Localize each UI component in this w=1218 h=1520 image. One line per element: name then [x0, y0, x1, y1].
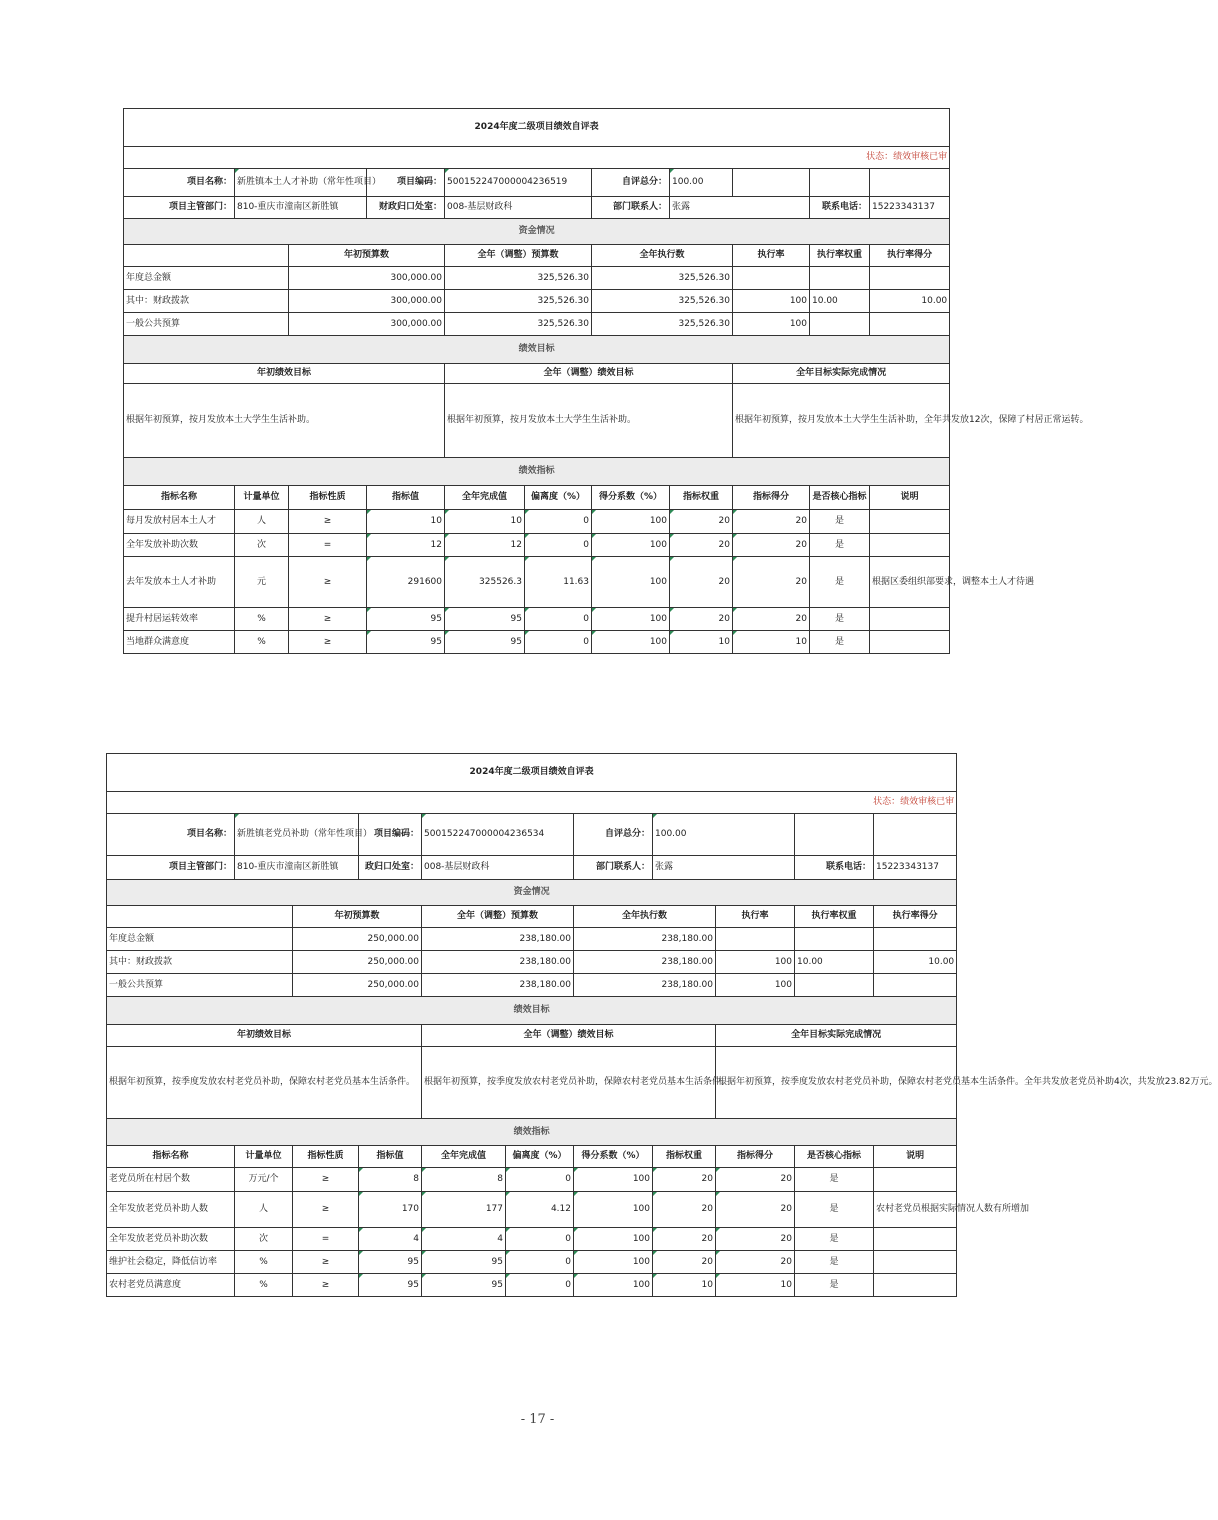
- ind-cell: 是: [795, 1192, 874, 1228]
- ind-cell: 人: [235, 510, 289, 534]
- ind-cell: 100: [592, 631, 670, 654]
- project-code-label: 项目编码：: [359, 814, 422, 856]
- ind-cell: 4.12: [506, 1192, 574, 1228]
- form-title: 2024年度二级项目绩效自评表: [107, 754, 957, 792]
- dept-label: 项目主管部门：: [124, 197, 235, 219]
- ind-cell: 维护社会稳定，降低信访率: [107, 1251, 235, 1274]
- funds-section-header: 资金情况: [124, 219, 950, 245]
- ind-cell: 提升村居运转效率: [124, 608, 235, 631]
- ind-cell: 是: [810, 631, 870, 654]
- ind-cell: 是: [795, 1168, 874, 1192]
- ind-cell: ≥: [293, 1251, 359, 1274]
- ind-cell: 8: [359, 1168, 422, 1192]
- funds-cell: 一般公共预算: [124, 313, 289, 336]
- ind-cell: 100: [574, 1251, 653, 1274]
- funds-header-executed: 全年执行数: [592, 245, 733, 267]
- ind-header-nature: 指标性质: [289, 486, 367, 510]
- ind-header-coef: 得分系数（%）: [592, 486, 670, 510]
- ind-cell: 全年发放老党员补助人数: [107, 1192, 235, 1228]
- ind-cell: =: [289, 534, 367, 557]
- funds-cell: 238,180.00: [574, 951, 716, 974]
- ind-cell: 是: [810, 608, 870, 631]
- ind-cell: %: [235, 1274, 293, 1297]
- funds-cell: 238,180.00: [574, 928, 716, 951]
- funds-header-score: 执行率得分: [874, 906, 957, 928]
- indicator-row: [124, 557, 950, 608]
- ind-header-score: 指标得分: [733, 486, 810, 510]
- ind-cell: 100: [592, 510, 670, 534]
- ind-cell: 95: [445, 631, 525, 654]
- funds-cell: 300,000.00: [289, 267, 445, 290]
- ind-header-target: 指标值: [367, 486, 445, 510]
- goal-initial-text: 根据年初预算，按月发放本土大学生生活补助。: [124, 384, 445, 458]
- ind-cell: 11.63: [525, 557, 592, 608]
- ind-cell: 95: [422, 1251, 506, 1274]
- ind-cell: 0: [506, 1251, 574, 1274]
- goal-actual-text: 根据年初预算，按季度发放农村老党员补助，保障农村老党员基本生活条件。全年共发放老党员补助4次，共发放23.82万元。: [716, 1047, 957, 1119]
- ind-cell: 177: [422, 1192, 506, 1228]
- funds-cell: 10.00: [870, 290, 950, 313]
- funds-cell: 其中：财政拨款: [107, 951, 293, 974]
- funds-row: [107, 951, 957, 974]
- ind-cell: ≥: [293, 1192, 359, 1228]
- ind-cell: 8: [422, 1168, 506, 1192]
- funds-cell: 10.00: [874, 951, 957, 974]
- ind-cell: 每月发放村居本土人才: [124, 510, 235, 534]
- ind-cell: 95: [359, 1274, 422, 1297]
- project-code-value: 500152247000004236519: [445, 169, 592, 197]
- goal-initial-text: 根据年初预算，按季度发放农村老党员补助，保障农村老党员基本生活条件。: [107, 1047, 422, 1119]
- indicator-row: [107, 1274, 957, 1297]
- evaluation-form-1: [123, 108, 1089, 654]
- ind-cell: 20: [716, 1192, 795, 1228]
- ind-header-unit: 计量单位: [235, 1146, 293, 1168]
- dept-label: 项目主管部门：: [107, 856, 235, 880]
- ind-cell: 100: [592, 608, 670, 631]
- funds-cell: [870, 267, 950, 290]
- indicator-row: [107, 1168, 957, 1192]
- ind-cell: 100: [592, 557, 670, 608]
- evaluation-form-2: [106, 753, 1218, 1297]
- funds-row: [107, 974, 957, 997]
- ind-cell: 是: [810, 534, 870, 557]
- ind-cell: ≥: [289, 631, 367, 654]
- project-name-label: 项目名称：: [107, 814, 235, 856]
- ind-cell: 20: [653, 1228, 716, 1251]
- indicator-row: [107, 1192, 957, 1228]
- office-value: 008-基层财政科: [445, 197, 592, 219]
- ind-cell: %: [235, 631, 289, 654]
- goals-header-actual: 全年目标实际完成情况: [716, 1025, 957, 1047]
- funds-cell: 325,526.30: [445, 290, 592, 313]
- ind-cell: 20: [653, 1192, 716, 1228]
- funds-cell: 100: [716, 974, 795, 997]
- ind-cell: 次: [235, 1228, 293, 1251]
- funds-cell: 年度总金额: [107, 928, 293, 951]
- dept-value: 810-重庆市潼南区新胜镇: [235, 197, 367, 219]
- ind-cell: 老党员所在村居个数: [107, 1168, 235, 1192]
- goal-adjusted-text: 根据年初预算，按月发放本土大学生生活补助。: [445, 384, 733, 458]
- ind-cell: ≥: [293, 1168, 359, 1192]
- ind-cell: 100: [574, 1168, 653, 1192]
- ind-cell: [870, 510, 950, 534]
- indicator-row: [124, 510, 950, 534]
- ind-cell: 农村老党员满意度: [107, 1274, 235, 1297]
- ind-cell: 20: [670, 534, 733, 557]
- funds-header-executed: 全年执行数: [574, 906, 716, 928]
- ind-cell: 是: [795, 1274, 874, 1297]
- contact-label: 部门联系人：: [592, 197, 670, 219]
- form-table: [123, 108, 1089, 654]
- project-name-value: 新胜镇老党员补助（常年性项目）: [235, 814, 359, 856]
- ind-header-actual: 全年完成值: [422, 1146, 506, 1168]
- ind-cell: 100: [574, 1228, 653, 1251]
- goal-adjusted-text: 根据年初预算，按季度发放农村老党员补助，保障农村老党员基本生活条件。: [422, 1047, 716, 1119]
- ind-cell: 10: [716, 1274, 795, 1297]
- funds-cell: 100: [733, 313, 810, 336]
- ind-cell: [870, 631, 950, 654]
- indicator-row: [124, 631, 950, 654]
- ind-cell: 元: [235, 557, 289, 608]
- funds-cell: 238,180.00: [422, 974, 574, 997]
- ind-cell: 95: [445, 608, 525, 631]
- ind-header-score: 指标得分: [716, 1146, 795, 1168]
- funds-cell: 325,526.30: [592, 267, 733, 290]
- goal-actual-text: 根据年初预算，按月发放本土大学生生活补助，全年共发放12次，保障了村居正常运转。: [733, 384, 950, 458]
- ind-cell: 0: [506, 1274, 574, 1297]
- page-number: - 17 -: [520, 1412, 555, 1427]
- ind-cell: ≥: [289, 608, 367, 631]
- ind-cell: 95: [359, 1251, 422, 1274]
- indicator-row: [124, 534, 950, 557]
- ind-cell: 0: [525, 534, 592, 557]
- funds-cell: 238,180.00: [422, 951, 574, 974]
- ind-cell: 次: [235, 534, 289, 557]
- ind-header-weight: 指标权重: [653, 1146, 716, 1168]
- ind-cell: 0: [525, 631, 592, 654]
- dept-value: 810-重庆市潼南区新胜镇: [235, 856, 359, 880]
- ind-cell: 10: [367, 510, 445, 534]
- funds-cell: 238,180.00: [574, 974, 716, 997]
- ind-cell: 100: [574, 1192, 653, 1228]
- ind-cell: 去年发放本土人才补助: [124, 557, 235, 608]
- ind-header-core: 是否核心指标: [810, 486, 870, 510]
- ind-cell: 20: [716, 1228, 795, 1251]
- ind-header-name: 指标名称: [124, 486, 235, 510]
- ind-cell: 20: [733, 557, 810, 608]
- ind-cell: 是: [810, 510, 870, 534]
- funds-row: [124, 290, 950, 313]
- funds-header-blank: [124, 245, 289, 267]
- ind-cell: [870, 534, 950, 557]
- goals-header-adjusted: 全年（调整）绩效目标: [445, 364, 733, 384]
- ind-header-deviation: 偏离度（%）: [525, 486, 592, 510]
- funds-cell: 325,526.30: [592, 290, 733, 313]
- form-table: [106, 753, 1218, 1297]
- funds-cell: 100: [716, 951, 795, 974]
- funds-cell: 一般公共预算: [107, 974, 293, 997]
- ind-cell: 12: [445, 534, 525, 557]
- ind-cell: 0: [506, 1228, 574, 1251]
- ind-cell: 0: [506, 1168, 574, 1192]
- funds-cell: [795, 974, 874, 997]
- office-label: 政归口处室：: [359, 856, 422, 880]
- funds-cell: 300,000.00: [289, 313, 445, 336]
- ind-cell: =: [293, 1228, 359, 1251]
- ind-cell: [874, 1228, 957, 1251]
- goals-header-actual: 全年目标实际完成情况: [733, 364, 950, 384]
- score-label: 自评总分：: [592, 169, 670, 197]
- project-name-value: 新胜镇本土人才补助（常年性项目）: [235, 169, 367, 197]
- funds-cell: 250,000.00: [293, 951, 422, 974]
- goals-section-header: 绩效目标: [124, 336, 950, 364]
- ind-cell: 10: [445, 510, 525, 534]
- ind-cell: 0: [525, 510, 592, 534]
- ind-cell: 10: [653, 1274, 716, 1297]
- funds-cell: [795, 928, 874, 951]
- ind-cell: 95: [367, 608, 445, 631]
- ind-cell: 农村老党员根据实际情况人数有所增加: [874, 1192, 957, 1228]
- ind-cell: 325526.3: [445, 557, 525, 608]
- funds-cell: [810, 267, 870, 290]
- ind-header-note: 说明: [874, 1146, 957, 1168]
- ind-cell: [874, 1168, 957, 1192]
- funds-cell: 325,526.30: [592, 313, 733, 336]
- goals-header-initial: 年初绩效目标: [107, 1025, 422, 1047]
- ind-cell: 4: [359, 1228, 422, 1251]
- ind-cell: 100: [592, 534, 670, 557]
- funds-header-initial: 年初预算数: [293, 906, 422, 928]
- funds-section-header: 资金情况: [107, 880, 957, 906]
- ind-header-actual: 全年完成值: [445, 486, 525, 510]
- funds-cell: 325,526.30: [445, 313, 592, 336]
- phone-value: 15223343137: [870, 197, 950, 219]
- contact-value: 张露: [653, 856, 795, 880]
- indicator-row: [124, 608, 950, 631]
- funds-header-initial: 年初预算数: [289, 245, 445, 267]
- ind-cell: 4: [422, 1228, 506, 1251]
- office-value: 008-基层财政科: [422, 856, 574, 880]
- ind-cell: 20: [733, 534, 810, 557]
- ind-cell: 95: [422, 1274, 506, 1297]
- contact-value: 张露: [670, 197, 810, 219]
- funds-cell: [874, 928, 957, 951]
- funds-header-weight: 执行率权重: [810, 245, 870, 267]
- office-label: 财政归口处室：: [367, 197, 445, 219]
- ind-cell: ≥: [289, 510, 367, 534]
- goals-header-initial: 年初绩效目标: [124, 364, 445, 384]
- ind-cell: 170: [359, 1192, 422, 1228]
- ind-cell: ≥: [293, 1274, 359, 1297]
- ind-cell: 20: [716, 1168, 795, 1192]
- ind-cell: %: [235, 608, 289, 631]
- funds-cell: 300,000.00: [289, 290, 445, 313]
- ind-cell: 万元/个: [235, 1168, 293, 1192]
- indicator-row: [107, 1251, 957, 1274]
- funds-header-blank: [107, 906, 293, 928]
- goals-section-header: 绩效目标: [107, 997, 957, 1025]
- ind-cell: [870, 608, 950, 631]
- funds-cell: [874, 974, 957, 997]
- funds-cell: [810, 313, 870, 336]
- funds-cell: 年度总金额: [124, 267, 289, 290]
- ind-header-nature: 指标性质: [293, 1146, 359, 1168]
- ind-cell: 20: [716, 1251, 795, 1274]
- contact-label: 部门联系人：: [574, 856, 653, 880]
- ind-cell: 当地群众满意度: [124, 631, 235, 654]
- funds-cell: 250,000.00: [293, 974, 422, 997]
- ind-header-target: 指标值: [359, 1146, 422, 1168]
- ind-cell: 10: [670, 631, 733, 654]
- ind-header-unit: 计量单位: [235, 486, 289, 510]
- funds-header-adjusted: 全年（调整）预算数: [445, 245, 592, 267]
- ind-cell: [874, 1274, 957, 1297]
- ind-cell: 全年发放补助次数: [124, 534, 235, 557]
- funds-header-rate: 执行率: [733, 245, 810, 267]
- ind-cell: 人: [235, 1192, 293, 1228]
- ind-cell: [874, 1251, 957, 1274]
- funds-header-rate: 执行率: [716, 906, 795, 928]
- ind-header-coef: 得分系数（%）: [574, 1146, 653, 1168]
- ind-cell: 根据区委组织部要求，调整本土人才待遇: [870, 557, 950, 608]
- phone-value: 15223343137: [874, 856, 957, 880]
- funds-header-score: 执行率得分: [870, 245, 950, 267]
- funds-cell: 其中：财政拨款: [124, 290, 289, 313]
- ind-cell: ≥: [289, 557, 367, 608]
- ind-cell: 是: [810, 557, 870, 608]
- ind-cell: 20: [670, 510, 733, 534]
- goals-header-adjusted: 全年（调整）绩效目标: [422, 1025, 716, 1047]
- ind-cell: 291600: [367, 557, 445, 608]
- ind-cell: 100: [574, 1274, 653, 1297]
- ind-cell: 20: [653, 1251, 716, 1274]
- funds-cell: 10.00: [810, 290, 870, 313]
- funds-cell: [716, 928, 795, 951]
- indicator-row: [107, 1228, 957, 1251]
- funds-row: [124, 267, 950, 290]
- funds-cell: 10.00: [795, 951, 874, 974]
- ind-header-weight: 指标权重: [670, 486, 733, 510]
- ind-cell: 是: [795, 1251, 874, 1274]
- ind-cell: 20: [733, 608, 810, 631]
- status-label: 状态：绩效审核已审: [107, 792, 957, 814]
- phone-label: 联系电话：: [810, 197, 870, 219]
- ind-cell: 12: [367, 534, 445, 557]
- funds-cell: 100: [733, 290, 810, 313]
- ind-cell: 95: [367, 631, 445, 654]
- phone-label: 联系电话：: [795, 856, 874, 880]
- status-label: 状态：绩效审核已审: [124, 147, 950, 169]
- ind-header-deviation: 偏离度（%）: [506, 1146, 574, 1168]
- ind-cell: 是: [795, 1228, 874, 1251]
- ind-cell: 20: [733, 510, 810, 534]
- ind-cell: 20: [670, 557, 733, 608]
- project-name-label: 项目名称：: [124, 169, 235, 197]
- ind-cell: 10: [733, 631, 810, 654]
- funds-cell: [870, 313, 950, 336]
- form-title: 2024年度二级项目绩效自评表: [124, 109, 950, 147]
- ind-header-name: 指标名称: [107, 1146, 235, 1168]
- ind-cell: 全年发放老党员补助次数: [107, 1228, 235, 1251]
- funds-cell: [733, 267, 810, 290]
- ind-cell: 20: [653, 1168, 716, 1192]
- score-value: 100.00: [670, 169, 733, 197]
- ind-header-core: 是否核心指标: [795, 1146, 874, 1168]
- funds-row: [124, 313, 950, 336]
- ind-cell: 0: [525, 608, 592, 631]
- indicators-section-header: 绩效指标: [107, 1119, 957, 1146]
- funds-cell: 325,526.30: [445, 267, 592, 290]
- funds-header-weight: 执行率权重: [795, 906, 874, 928]
- funds-cell: 238,180.00: [422, 928, 574, 951]
- project-code-label: 项目编码：: [367, 169, 445, 197]
- funds-cell: 250,000.00: [293, 928, 422, 951]
- score-label: 自评总分：: [574, 814, 653, 856]
- score-value: 100.00: [653, 814, 795, 856]
- funds-row: [107, 928, 957, 951]
- indicators-section-header: 绩效指标: [124, 458, 950, 486]
- project-code-value: 500152247000004236534: [422, 814, 574, 856]
- ind-cell: %: [235, 1251, 293, 1274]
- funds-header-adjusted: 全年（调整）预算数: [422, 906, 574, 928]
- ind-header-note: 说明: [870, 486, 950, 510]
- ind-cell: 20: [670, 608, 733, 631]
